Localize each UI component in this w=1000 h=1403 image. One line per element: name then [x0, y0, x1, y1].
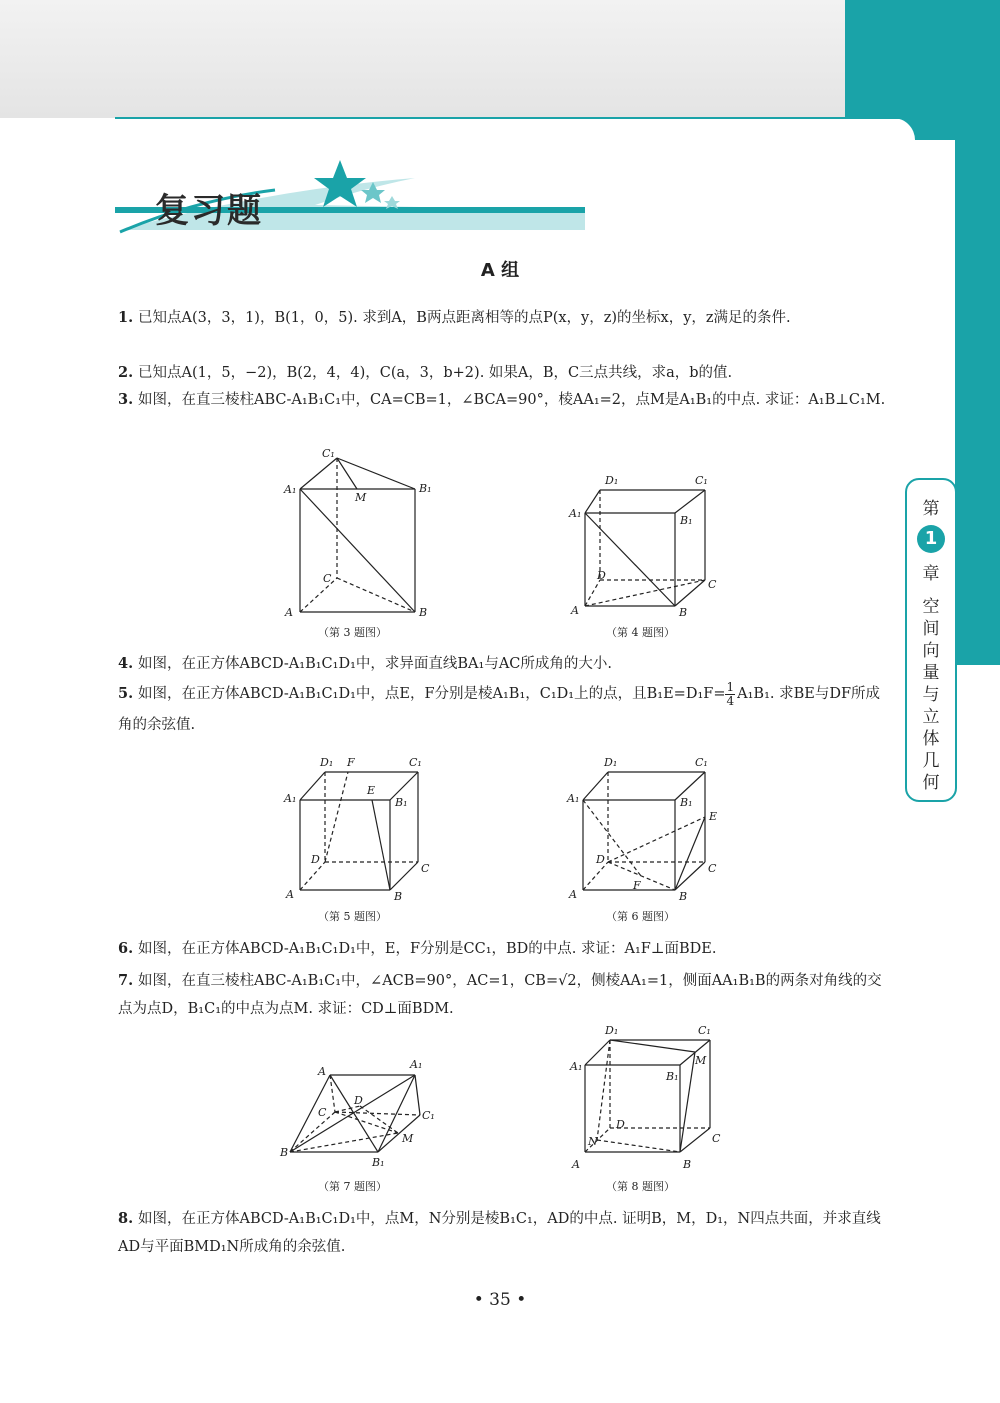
svg-text:F: F	[633, 879, 641, 892]
chapter-number: 1	[917, 525, 945, 553]
svg-text:A: A	[285, 606, 293, 619]
svg-text:D₁: D₁	[604, 756, 618, 769]
svg-text:E: E	[709, 810, 718, 823]
svg-text:F: F	[347, 756, 355, 769]
svg-text:B₁: B₁	[395, 796, 408, 809]
figure-caption: （第 5 题图）	[318, 910, 387, 923]
svg-text:D: D	[596, 853, 605, 866]
svg-text:A: A	[286, 888, 294, 901]
svg-text:C: C	[318, 1106, 327, 1119]
svg-text:B: B	[679, 606, 688, 619]
chapter-title: 空间向量与立体几何	[922, 597, 940, 793]
svg-text:B₁: B₁	[419, 482, 432, 495]
svg-text:A: A	[318, 1065, 326, 1078]
svg-text:C₁: C₁	[698, 1024, 711, 1037]
svg-text:C₁: C₁	[422, 1109, 435, 1122]
svg-text:C: C	[708, 578, 717, 591]
svg-text:D₁: D₁	[605, 474, 619, 487]
svg-text:E: E	[367, 784, 376, 797]
page-number: • 35 •	[473, 1290, 527, 1310]
question-text: 如图，在正方体ABCD-A₁B₁C₁D₁中，点E，F分别是棱A₁B₁，C₁D₁上的点，且B₁E=D₁F=	[138, 686, 726, 702]
question-1: 1. 已知点A(3，3，1)，B(1，0，5). 求到A，B两点距离相等的点P(x，y，z)的坐标x，y，z满足的条件.	[118, 309, 791, 326]
figure-6	[566, 756, 717, 923]
svg-text:C₁: C₁	[695, 474, 708, 487]
svg-text:D: D	[616, 1118, 625, 1131]
svg-text:B₁: B₁	[680, 514, 693, 527]
fraction: $\frac{1}{4}$	[726, 679, 735, 708]
section-title: 复习题	[155, 191, 263, 231]
svg-text:D: D	[597, 569, 606, 582]
figure-caption: （第 7 题图）	[318, 1180, 387, 1193]
figure-5	[283, 756, 430, 923]
svg-text:D: D	[311, 853, 320, 866]
svg-text:C₁: C₁	[322, 447, 335, 460]
svg-text:B: B	[280, 1146, 289, 1159]
question-text: 如图，在正方体ABCD-A₁B₁C₁D₁中，点M，N分别是棱B₁C₁，AD的中点. 证明B，M，D₁，N四点共面，并求直线AD与平面BMD₁N所成角的余弦值.	[118, 1211, 881, 1255]
question-8: 8. 如图，在正方体ABCD-A₁B₁C₁D₁中，点M，N分别是棱B₁C₁，AD的中点. 证明B，M，D₁，N四点共面，并求直线AD与平面BMD₁N所成角的余弦值.	[118, 1210, 881, 1255]
question-text: 如图，在直三棱柱ABC-A₁B₁C₁中，∠ACB=90°，AC=1，CB=√2，侧棱AA₁=1，侧面AA₁B₁B的两条对角线的交点为点D，B₁C₁的中点为点M. 求证：CD⊥面BDM.	[118, 973, 882, 1017]
figure-3	[283, 447, 432, 639]
svg-text:C: C	[421, 862, 430, 875]
figure-caption: （第 3 题图）	[318, 626, 387, 639]
svg-text:D₁: D₁	[605, 1024, 619, 1037]
question-3: 3. 如图，在直三棱柱ABC-A₁B₁C₁中，CA=CB=1，∠BCA=90°，棱AA₁=2，点M是A₁B₁的中点. 求证：A₁B⊥C₁M.	[118, 391, 886, 408]
figure-caption: （第 8 题图）	[606, 1180, 675, 1193]
svg-text:B: B	[419, 606, 428, 619]
question-text: 已知点A(1，5，−2)，B(2，4，4)，C(a，3，b+2). 如果A，B，C三点共线，求a，b的值.	[138, 365, 733, 381]
question-7: 7. 如图，在直三棱柱ABC-A₁B₁C₁中，∠ACB=90°，AC=1，CB=√2，侧棱AA₁=1，侧面AA₁B₁B的两条对角线的交点为点D，B₁C₁的中点为点M. 求证：CD⊥面BDM.	[118, 972, 882, 1017]
svg-text:A₁: A₁	[569, 507, 582, 520]
svg-text:M: M	[402, 1132, 414, 1145]
svg-text:A₁: A₁	[570, 1060, 583, 1073]
svg-text:A₁: A₁	[567, 792, 580, 805]
chapter-tab: 第 1 章 空间向量与立体几何	[905, 478, 957, 802]
figure-7	[279, 1058, 435, 1193]
svg-text:A₁: A₁	[410, 1058, 423, 1071]
svg-text:M: M	[695, 1054, 707, 1067]
svg-text:C: C	[323, 572, 332, 585]
question-4: 4. 如图，在正方体ABCD-A₁B₁C₁D₁中，求异面直线BA₁与AC所成角的大小.	[118, 655, 612, 672]
svg-text:C₁: C₁	[695, 756, 708, 769]
svg-text:A: A	[572, 1158, 580, 1171]
svg-text:A₁: A₁	[284, 792, 297, 805]
question-5: 5. 如图，在正方体ABCD-A₁B₁C₁D₁中，点E，F分别是棱A₁B₁，C₁D₁上的点，且B₁E=D₁F= $\frac{1}{4}$ A₁B₁. 求BE与DF所成角的余弦值.	[118, 679, 881, 733]
svg-text:B₁: B₁	[680, 796, 693, 809]
question-6: 6. 如图，在正方体ABCD-A₁B₁C₁D₁中，E，F分别是CC₁，BD的中点. 求证：A₁F⊥面BDE.	[118, 940, 717, 957]
question-text: 如图，在直三棱柱ABC-A₁B₁C₁中，CA=CB=1，∠BCA=90°，棱AA₁=2，点M是A₁B₁的中点. 求证：A₁B⊥C₁M.	[138, 392, 886, 408]
question-text: 如图，在正方体ABCD-A₁B₁C₁D₁中，求异面直线BA₁与AC所成角的大小.	[138, 656, 612, 672]
question-text-cont: A₁B₁. 求BE与DF所成角的余弦值.	[118, 686, 881, 733]
svg-text:B: B	[679, 890, 688, 903]
figure-4	[568, 474, 717, 639]
svg-text:B: B	[394, 890, 403, 903]
svg-text:B₁: B₁	[372, 1156, 385, 1169]
figure-caption: （第 6 题图）	[606, 910, 675, 923]
svg-text:C: C	[712, 1132, 721, 1145]
svg-text:M: M	[355, 491, 367, 504]
svg-text:N: N	[588, 1135, 598, 1148]
svg-text:A: A	[569, 888, 577, 901]
svg-text:A: A	[571, 604, 579, 617]
question-text: 如图，在正方体ABCD-A₁B₁C₁D₁中，E，F分别是CC₁，BD的中点. 求证：A₁F⊥面BDE.	[138, 941, 717, 957]
question-2: 2. 已知点A(1，5，−2)，B(2，4，4)，C(a，3，b+2). 如果A，B，C三点共线，求a，b的值.	[118, 364, 733, 381]
svg-text:D₁: D₁	[320, 756, 334, 769]
svg-text:C₁: C₁	[409, 756, 422, 769]
group-title: A 组	[480, 260, 520, 281]
figure-8	[569, 1024, 721, 1193]
svg-text:B₁: B₁	[666, 1070, 679, 1083]
svg-text:C: C	[708, 862, 717, 875]
svg-text:D: D	[354, 1094, 363, 1107]
svg-text:A₁: A₁	[284, 483, 297, 496]
figure-caption: （第 4 题图）	[606, 626, 675, 639]
svg-text:B: B	[683, 1158, 692, 1171]
question-text: 已知点A(3，3，1)，B(1，0，5). 求到A，B两点距离相等的点P(x，y，z)的坐标x，y，z满足的条件.	[138, 310, 791, 326]
